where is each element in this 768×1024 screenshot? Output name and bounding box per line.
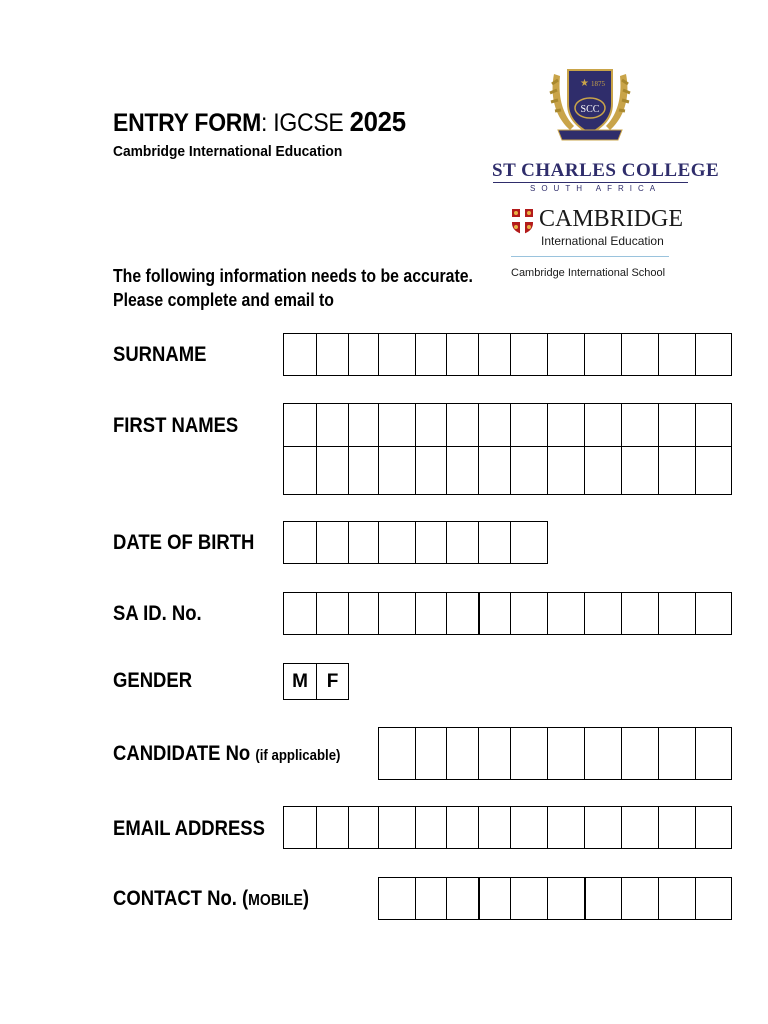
contact-number-label <box>113 887 309 911</box>
form-title <box>113 106 406 138</box>
character-box[interactable] <box>378 446 416 495</box>
college-name: ST CHARLES COLLEGE <box>492 160 720 181</box>
id-number-boxes[interactable] <box>283 592 731 635</box>
character-box[interactable] <box>378 727 416 780</box>
first-names-boxes-row-2[interactable] <box>283 446 731 495</box>
cambridge-divider <box>511 256 669 257</box>
date-of-birth-boxes[interactable] <box>283 521 731 564</box>
college-crest-logo <box>548 64 632 150</box>
candidate-label-note: (if applicable) <box>255 747 341 764</box>
form-title-bold: ENTRY FORM <box>113 109 262 137</box>
cambridge-wordmark: CAMBRIDGE <box>539 206 684 232</box>
gender-boxes[interactable] <box>283 663 731 700</box>
character-box[interactable] <box>378 403 416 447</box>
character-box[interactable] <box>348 446 379 495</box>
character-box[interactable] <box>446 446 479 495</box>
character-box[interactable] <box>695 592 732 635</box>
character-box[interactable] <box>446 592 479 635</box>
character-box[interactable] <box>510 727 548 780</box>
form-title-year: 2025 <box>349 106 406 137</box>
character-box[interactable] <box>584 403 622 447</box>
character-box[interactable] <box>478 333 511 376</box>
character-box[interactable] <box>510 592 548 635</box>
character-box[interactable] <box>621 727 659 780</box>
svg-text:★: ★ <box>580 78 589 89</box>
character-box[interactable] <box>446 521 479 564</box>
character-box[interactable] <box>478 877 511 920</box>
character-box[interactable] <box>621 446 659 495</box>
cambridge-school-label: Cambridge International School <box>511 267 666 279</box>
candidate-label-text: CANDIDATE No <box>113 742 256 765</box>
character-box[interactable] <box>547 403 585 447</box>
contact-number-boxes[interactable] <box>283 877 731 920</box>
svg-text:SCC: SCC <box>580 104 600 115</box>
character-box[interactable] <box>658 446 696 495</box>
character-box[interactable] <box>695 403 732 447</box>
character-box[interactable] <box>658 727 696 780</box>
character-box[interactable] <box>348 521 379 564</box>
character-box[interactable] <box>446 403 479 447</box>
character-box[interactable] <box>695 446 732 495</box>
contact-label-note: MOBILE <box>248 892 303 909</box>
instruction-line-1: The following information needs to be accurate. <box>113 266 473 286</box>
character-box[interactable] <box>658 592 696 635</box>
character-box[interactable] <box>658 333 696 376</box>
form-title-rest: : IGCSE <box>261 109 350 137</box>
character-box[interactable] <box>547 592 585 635</box>
college-country: SOUTH AFRICA <box>530 184 662 193</box>
character-box[interactable] <box>283 403 317 447</box>
character-box[interactable] <box>584 877 622 920</box>
character-box[interactable] <box>695 877 732 920</box>
character-box[interactable] <box>695 727 732 780</box>
character-box[interactable] <box>283 521 317 564</box>
character-box[interactable] <box>547 806 585 849</box>
contact-label-text: CONTACT No. ( <box>113 887 249 910</box>
character-box[interactable] <box>478 521 511 564</box>
character-box[interactable] <box>348 403 379 447</box>
svg-text:1875: 1875 <box>591 80 605 88</box>
character-box[interactable] <box>510 521 548 564</box>
character-box[interactable] <box>316 592 349 635</box>
character-box[interactable] <box>478 727 511 780</box>
character-box[interactable] <box>547 333 585 376</box>
character-box[interactable] <box>584 446 622 495</box>
gender-label: GENDER <box>113 669 193 692</box>
character-box[interactable] <box>510 403 548 447</box>
character-box[interactable] <box>415 446 447 495</box>
character-box[interactable] <box>415 727 447 780</box>
character-box[interactable] <box>415 403 447 447</box>
instruction-line-2: Please complete and email to <box>113 290 334 310</box>
character-box[interactable] <box>621 592 659 635</box>
cambridge-subtitle: International Education <box>541 234 664 248</box>
character-box[interactable] <box>695 333 732 376</box>
character-box[interactable] <box>446 727 479 780</box>
gender-option-m[interactable]: M <box>283 663 317 700</box>
character-box[interactable] <box>378 877 416 920</box>
character-box[interactable] <box>415 806 447 849</box>
character-box[interactable] <box>446 333 479 376</box>
character-box[interactable] <box>584 727 622 780</box>
character-box[interactable] <box>478 592 511 635</box>
character-box[interactable] <box>478 403 511 447</box>
character-box[interactable] <box>478 806 511 849</box>
character-box[interactable] <box>547 877 585 920</box>
character-box[interactable] <box>415 592 447 635</box>
character-box[interactable] <box>510 333 548 376</box>
character-box[interactable] <box>415 877 447 920</box>
candidate-number-boxes[interactable] <box>283 727 731 780</box>
character-box[interactable] <box>510 806 548 849</box>
character-box[interactable] <box>316 806 349 849</box>
character-box[interactable] <box>283 446 317 495</box>
character-box[interactable] <box>658 877 696 920</box>
character-box[interactable] <box>547 446 585 495</box>
character-box[interactable] <box>621 806 659 849</box>
character-box[interactable] <box>478 446 511 495</box>
character-box[interactable] <box>658 806 696 849</box>
contact-label-close: ) <box>302 887 310 910</box>
character-box[interactable] <box>547 727 585 780</box>
character-box[interactable] <box>446 806 479 849</box>
id-number-label: SA ID. No. <box>113 602 202 625</box>
character-box[interactable] <box>316 333 349 376</box>
character-box[interactable] <box>283 592 317 635</box>
character-box[interactable] <box>446 877 479 920</box>
character-box[interactable] <box>316 521 349 564</box>
character-box[interactable] <box>621 333 659 376</box>
character-box[interactable] <box>584 592 622 635</box>
character-box[interactable] <box>584 806 622 849</box>
character-box[interactable] <box>316 403 349 447</box>
character-box[interactable] <box>378 333 416 376</box>
surname-label: SURNAME <box>113 343 207 366</box>
character-box[interactable] <box>621 877 659 920</box>
character-box[interactable] <box>316 446 349 495</box>
character-box[interactable] <box>621 403 659 447</box>
character-box[interactable] <box>415 333 447 376</box>
first-names-label: FIRST NAMES <box>113 414 239 437</box>
character-box[interactable] <box>348 806 379 849</box>
character-box[interactable] <box>415 521 447 564</box>
first-names-boxes-row-1[interactable] <box>283 403 731 447</box>
character-box[interactable] <box>378 521 416 564</box>
character-box[interactable] <box>283 806 317 849</box>
character-box[interactable] <box>378 806 416 849</box>
character-box[interactable] <box>348 592 379 635</box>
cambridge-shield-icon <box>511 208 534 235</box>
date-of-birth-label: DATE OF BIRTH <box>113 531 255 554</box>
character-box[interactable] <box>283 333 317 376</box>
email-address-label: EMAIL ADDRESS <box>113 817 265 840</box>
character-box[interactable] <box>658 403 696 447</box>
character-box[interactable] <box>510 877 548 920</box>
email-address-boxes[interactable] <box>283 806 731 849</box>
gender-option-f[interactable]: F <box>316 663 349 700</box>
surname-boxes[interactable] <box>283 333 731 376</box>
character-box[interactable] <box>695 806 732 849</box>
form-subtitle: Cambridge International Education <box>113 143 343 160</box>
college-divider <box>493 182 688 183</box>
character-box[interactable] <box>510 446 548 495</box>
character-box[interactable] <box>378 592 416 635</box>
character-box[interactable] <box>348 333 379 376</box>
character-box[interactable] <box>584 333 622 376</box>
